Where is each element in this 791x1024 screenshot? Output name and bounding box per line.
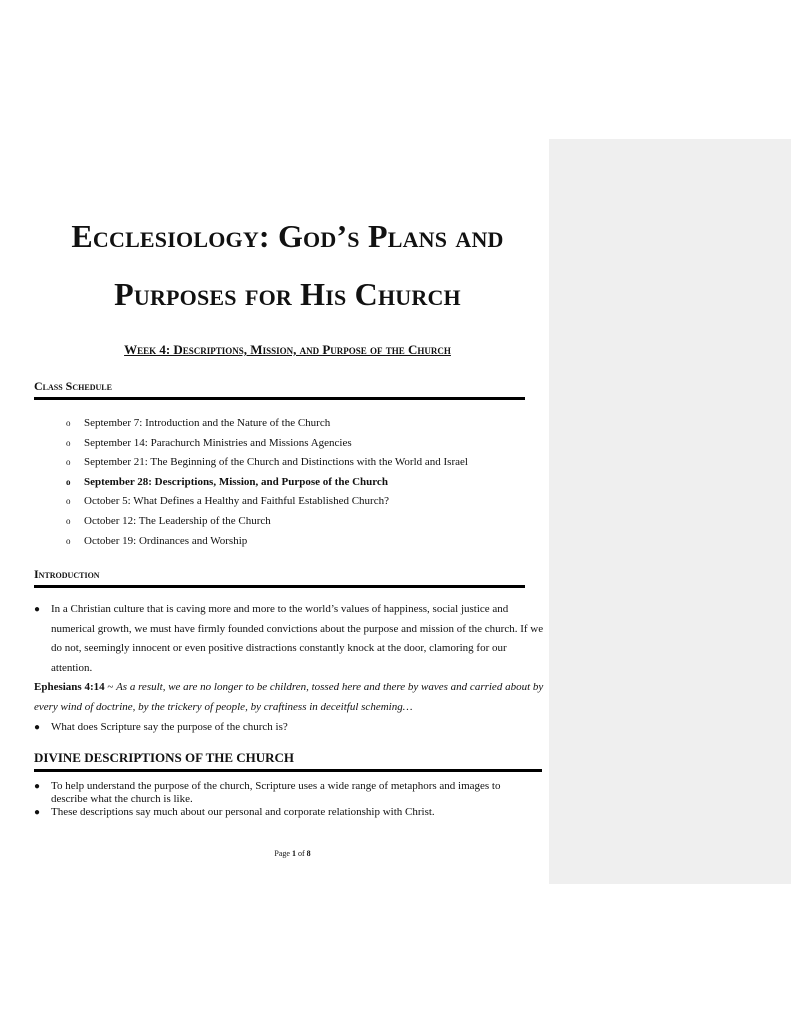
of-word: of xyxy=(297,849,305,858)
schedule-item-current xyxy=(66,473,468,493)
list-marker: o xyxy=(66,535,71,546)
introduction-question: What does Scripture say the purpose of the church is? xyxy=(51,720,288,733)
schedule-item-text: October 5: What Defines a Healthy and Faithful Established Church? xyxy=(84,495,389,508)
description-bullet-text: To help understand the purpose of the church, Scripture uses a wide range of metaphors and images to describe what the church is like. xyxy=(51,780,501,805)
introduction-paragraph: In a Christian culture that is caving more and more to the world’s values of happiness, social justice and numerical growth, we must have firmly founded convictions about the purpose and mission of the church. If we do not, seemingly innocent or even positive distractions constantly knock at the door, clamoring for our attention. xyxy=(51,603,544,674)
document-subtitle: Week 4: Descriptions, Mission, and Purpose of the Church xyxy=(124,342,451,357)
schedule-item-text: September 14: Parachurch Ministries and Missions Agencies xyxy=(84,436,352,449)
schedule-item xyxy=(66,492,468,512)
schedule-item-text: September 28: Descriptions, Mission, and Purpose of the Church xyxy=(84,475,388,488)
bullet-icon: ● xyxy=(34,721,41,733)
section-heading-divine-descriptions: DIVINE DESCRIPTIONS OF THE CHURCH xyxy=(34,751,542,772)
page-total: 8 xyxy=(306,849,311,858)
schedule-item-text: October 12: The Leadership of the Church xyxy=(84,514,271,527)
page-word: Page xyxy=(274,849,290,858)
schedule-item xyxy=(66,414,468,434)
bullet-icon: ● xyxy=(34,807,41,818)
list-marker: o xyxy=(66,457,71,468)
bullet-icon: ● xyxy=(34,604,41,615)
list-marker: o xyxy=(66,476,71,487)
scripture-reference: Ephesians 4:14 xyxy=(34,681,105,694)
schedule-item-text: October 19: Ordinances and Worship xyxy=(84,534,248,547)
list-marker: o xyxy=(66,418,71,428)
scripture-text: As a result, we are no longer to be children, tossed here and there by waves and carried about by every wind of doctrine, by the trickery of people, by craftiness in deceitful scheming… xyxy=(34,681,544,713)
schedule-item xyxy=(66,434,468,454)
schedule-item-text: September 7: Introduction and the Nature of the Church xyxy=(84,417,331,429)
list-item xyxy=(34,600,544,678)
description-bullet-text: These descriptions say much about our personal and corporate relationship with Christ. xyxy=(51,806,435,818)
list-item xyxy=(34,718,544,738)
list-marker: o xyxy=(66,515,71,526)
list-item xyxy=(34,780,524,806)
page-footer xyxy=(0,849,585,858)
list-marker: o xyxy=(66,496,71,507)
section-heading-introduction: Introduction xyxy=(34,567,525,588)
divine-descriptions-body xyxy=(34,780,524,819)
introduction-body xyxy=(34,600,544,737)
section-heading-class-schedule: Class Schedule xyxy=(34,379,525,400)
schedule-item-text: September 21: The Beginning of the Church and Distinctions with the World and Israel xyxy=(84,456,468,469)
document-title-line-1: Ecclesiology: God’s Plans and xyxy=(71,218,504,254)
schedule-item xyxy=(66,532,468,552)
list-item xyxy=(34,806,524,819)
schedule-item xyxy=(66,512,468,532)
list-marker: o xyxy=(66,437,71,448)
schedule-item xyxy=(66,453,468,473)
class-schedule-list xyxy=(66,414,468,551)
scripture-quote xyxy=(34,678,544,717)
page-number: 1 xyxy=(291,849,296,858)
comment-pane xyxy=(549,139,791,884)
bullet-icon: ● xyxy=(34,781,41,792)
document-title-line-2: Purposes for His Church xyxy=(114,276,461,312)
scripture-separator: ~ xyxy=(104,681,117,694)
